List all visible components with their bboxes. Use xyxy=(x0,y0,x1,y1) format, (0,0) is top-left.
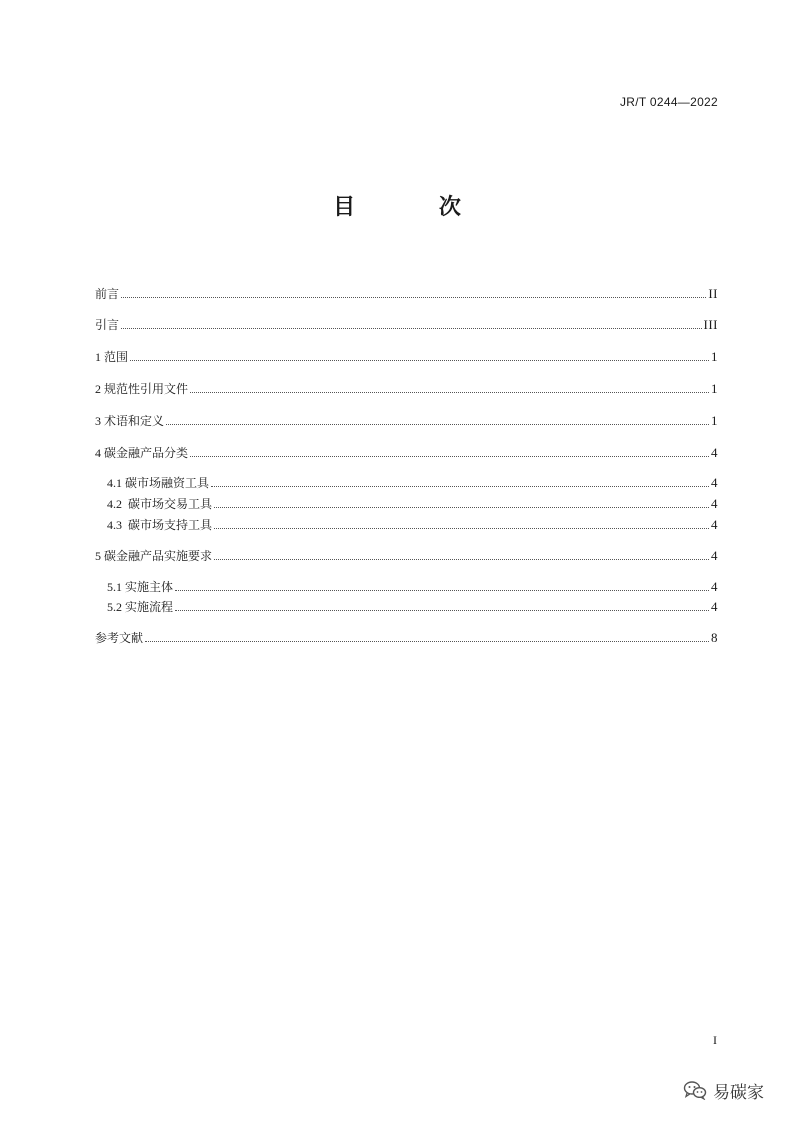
toc-entry-implementing-entity[interactable] xyxy=(107,577,718,595)
toc-entry-page: 4 xyxy=(711,475,718,490)
toc-leader-dots xyxy=(190,456,709,457)
toc-entry-financing-tools[interactable] xyxy=(107,473,718,491)
toc-entry-page: 1 xyxy=(711,349,718,364)
toc-title: 目 次 xyxy=(333,195,499,220)
toc-entry-number: 5 xyxy=(95,549,104,563)
toc-entry-label: 参考文献 xyxy=(95,631,144,645)
toc-entry-number: 4.2 xyxy=(107,497,128,511)
toc-entry-label: 碳金融产品实施要求 xyxy=(104,549,213,563)
toc-leader-dots xyxy=(190,392,709,393)
toc-entry-label: 实施主体 xyxy=(125,580,174,594)
toc-leader-dots xyxy=(211,486,709,487)
toc-entry-page: 4 xyxy=(711,517,718,532)
toc-entry-number: 2 xyxy=(95,382,104,396)
toc-entry-preface[interactable] xyxy=(95,284,718,302)
page-number: I xyxy=(713,1033,717,1047)
toc-entry-page: 8 xyxy=(711,630,718,645)
toc-entry-label: 碳市场支持工具 xyxy=(128,518,213,532)
toc-entry-implementation-process[interactable] xyxy=(107,597,718,615)
toc-entry-number: 4.1 xyxy=(107,476,125,490)
toc-entry-page: 1 xyxy=(711,381,718,396)
wechat-icon xyxy=(683,1080,707,1100)
toc-entry-scope[interactable] xyxy=(95,347,718,365)
toc-entry-page: II xyxy=(708,286,718,301)
toc-leader-dots xyxy=(121,328,701,329)
toc-entry-number: 4 xyxy=(95,446,104,460)
toc-entry-page: III xyxy=(703,317,718,332)
toc-leader-dots xyxy=(145,641,709,642)
toc-leader-dots xyxy=(214,559,709,560)
toc-leader-dots xyxy=(166,424,709,425)
toc-entry-label: 术语和定义 xyxy=(104,414,165,428)
toc-entry-page: 4 xyxy=(711,548,718,563)
toc-entry-label: 碳金融产品分类 xyxy=(104,446,189,460)
toc-entry-product-classification[interactable] xyxy=(95,443,718,461)
toc-entry-number: 5.1 xyxy=(107,580,125,594)
toc-entry-page: 4 xyxy=(711,496,718,511)
toc-entry-label: 实施流程 xyxy=(125,600,174,614)
toc-entry-page: 4 xyxy=(711,599,718,614)
toc-entry-number: 1 xyxy=(95,350,104,364)
toc-leader-dots xyxy=(214,528,709,529)
toc-entry-label: 碳市场融资工具 xyxy=(125,476,210,490)
toc-entry-label: 引言 xyxy=(95,318,120,332)
toc-entry-bibliography[interactable] xyxy=(95,628,718,646)
toc-entry-label: 碳市场交易工具 xyxy=(128,497,213,511)
toc-entry-trading-tools[interactable] xyxy=(107,494,718,512)
toc-entry-support-tools[interactable] xyxy=(107,515,718,533)
toc-leader-dots xyxy=(214,507,709,508)
toc-entry-number: 3 xyxy=(95,414,104,428)
toc-entry-terms-definitions[interactable] xyxy=(95,411,718,429)
toc-entry-number: 5.2 xyxy=(107,600,125,614)
toc-entry-introduction[interactable] xyxy=(95,315,718,333)
toc-leader-dots xyxy=(175,610,709,611)
toc-entry-normative-references[interactable] xyxy=(95,379,718,397)
toc-leader-dots xyxy=(130,360,709,361)
watermark xyxy=(683,1078,764,1102)
watermark-text: 易碳家 xyxy=(713,1082,764,1103)
toc-entry-page: 1 xyxy=(711,413,718,428)
toc-entry-number: 4.3 xyxy=(107,518,128,532)
document-code: JR/T 0244—2022 xyxy=(619,95,718,109)
toc-entry-implementation-requirements[interactable] xyxy=(95,546,718,564)
toc-entry-label: 前言 xyxy=(95,287,120,301)
toc-entry-label: 规范性引用文件 xyxy=(104,382,189,396)
toc-entry-page: 4 xyxy=(711,579,718,594)
toc-entry-label: 范围 xyxy=(104,350,129,364)
toc-leader-dots xyxy=(175,590,709,591)
toc-entry-page: 4 xyxy=(711,445,718,460)
toc-leader-dots xyxy=(121,297,706,298)
